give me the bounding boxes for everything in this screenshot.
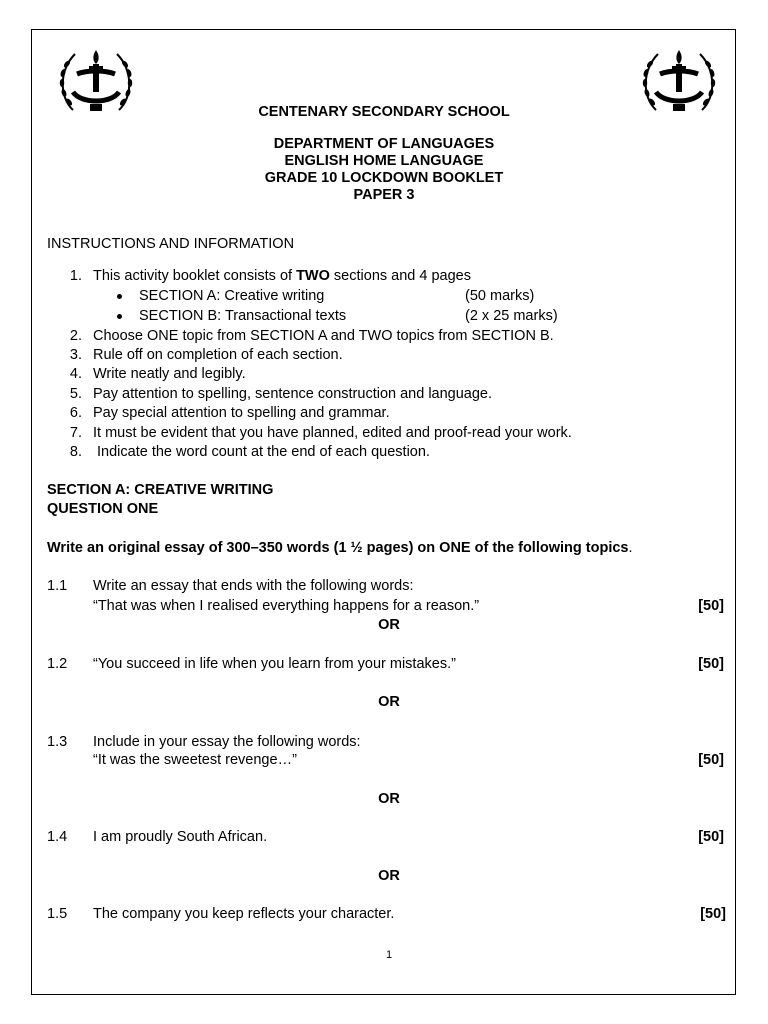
topic-quote: “It was the sweetest revenge…” — [93, 752, 297, 768]
topic-number: 1.4 — [47, 829, 68, 845]
list-number: 2. — [69, 328, 82, 344]
list-number: 8. — [69, 444, 82, 460]
instructions-heading: INSTRUCTIONS AND INFORMATION — [47, 236, 295, 252]
list-number: 7. — [69, 425, 82, 441]
topic-marks: [50] — [698, 656, 724, 672]
list-number: 1. — [69, 268, 82, 284]
topic-text: I am proudly South African. — [93, 829, 268, 845]
list-item: Rule off on completion of each section. — [93, 347, 343, 363]
topic-text: The company you keep reflects your character. — [93, 906, 395, 922]
section-instruction: Write an original essay of 300–350 words (1 ½ pages) on ONE of the following topics. — [47, 540, 633, 556]
bullet-icon — [117, 294, 122, 299]
list-item: Choose ONE topic from SECTION A and TWO topics from SECTION B. — [93, 328, 554, 344]
topic-text: Include in your essay the following words: — [93, 734, 361, 750]
question-heading: QUESTION ONE — [47, 501, 159, 517]
bullet-item: SECTION B: Transactional texts — [139, 308, 347, 324]
page-number: 1 — [385, 949, 393, 961]
list-item: Pay attention to spelling, sentence construction and language. — [93, 386, 493, 402]
list-item: It must be evident that you have planned, edited and proof-read your work. — [93, 425, 572, 441]
section-heading: SECTION A: CREATIVE WRITING — [47, 482, 274, 498]
or-separator: OR — [378, 868, 400, 884]
topic-number: 1.1 — [47, 578, 68, 594]
bullet-item: SECTION A: Creative writing — [139, 288, 325, 304]
topic-text: Write an essay that ends with the following words: — [93, 578, 414, 594]
paper-title: PAPER 3 — [353, 187, 415, 203]
list-item: This activity booklet consists of TWO sections and 4 pages — [93, 268, 471, 284]
booklet-title: GRADE 10 LOCKDOWN BOOKLET — [264, 170, 504, 186]
topic-number: 1.5 — [47, 906, 68, 922]
topic-marks: [50] — [700, 906, 726, 922]
topic-marks: [50] — [698, 829, 724, 845]
department-title: DEPARTMENT OF LANGUAGES — [273, 136, 495, 152]
list-number: 6. — [69, 405, 82, 421]
bullet-marks: (2 x 25 marks) — [465, 308, 558, 324]
topic-number: 1.2 — [47, 656, 68, 672]
list-item: Indicate the word count at the end of each question. — [93, 444, 430, 460]
list-number: 3. — [69, 347, 82, 363]
list-number: 5. — [69, 386, 82, 402]
subject-title: ENGLISH HOME LANGUAGE — [284, 153, 484, 169]
bullet-icon — [117, 314, 122, 319]
topic-marks: [50] — [698, 752, 724, 768]
list-item: Write neatly and legibly. — [93, 366, 246, 382]
or-separator: OR — [378, 791, 400, 807]
list-item: Pay special attention to spelling and grammar. — [93, 405, 390, 421]
bullet-marks: (50 marks) — [465, 288, 535, 304]
school-name: CENTENARY SECONDARY SCHOOL — [258, 104, 510, 120]
or-separator: OR — [378, 617, 400, 633]
or-separator: OR — [378, 694, 400, 710]
topic-number: 1.3 — [47, 734, 68, 750]
topic-quote: “That was when I realised everything happens for a reason.” — [93, 598, 480, 614]
topic-text: “You succeed in life when you learn from your mistakes.” — [93, 656, 456, 672]
list-number: 4. — [69, 366, 82, 382]
topic-marks: [50] — [698, 598, 724, 614]
